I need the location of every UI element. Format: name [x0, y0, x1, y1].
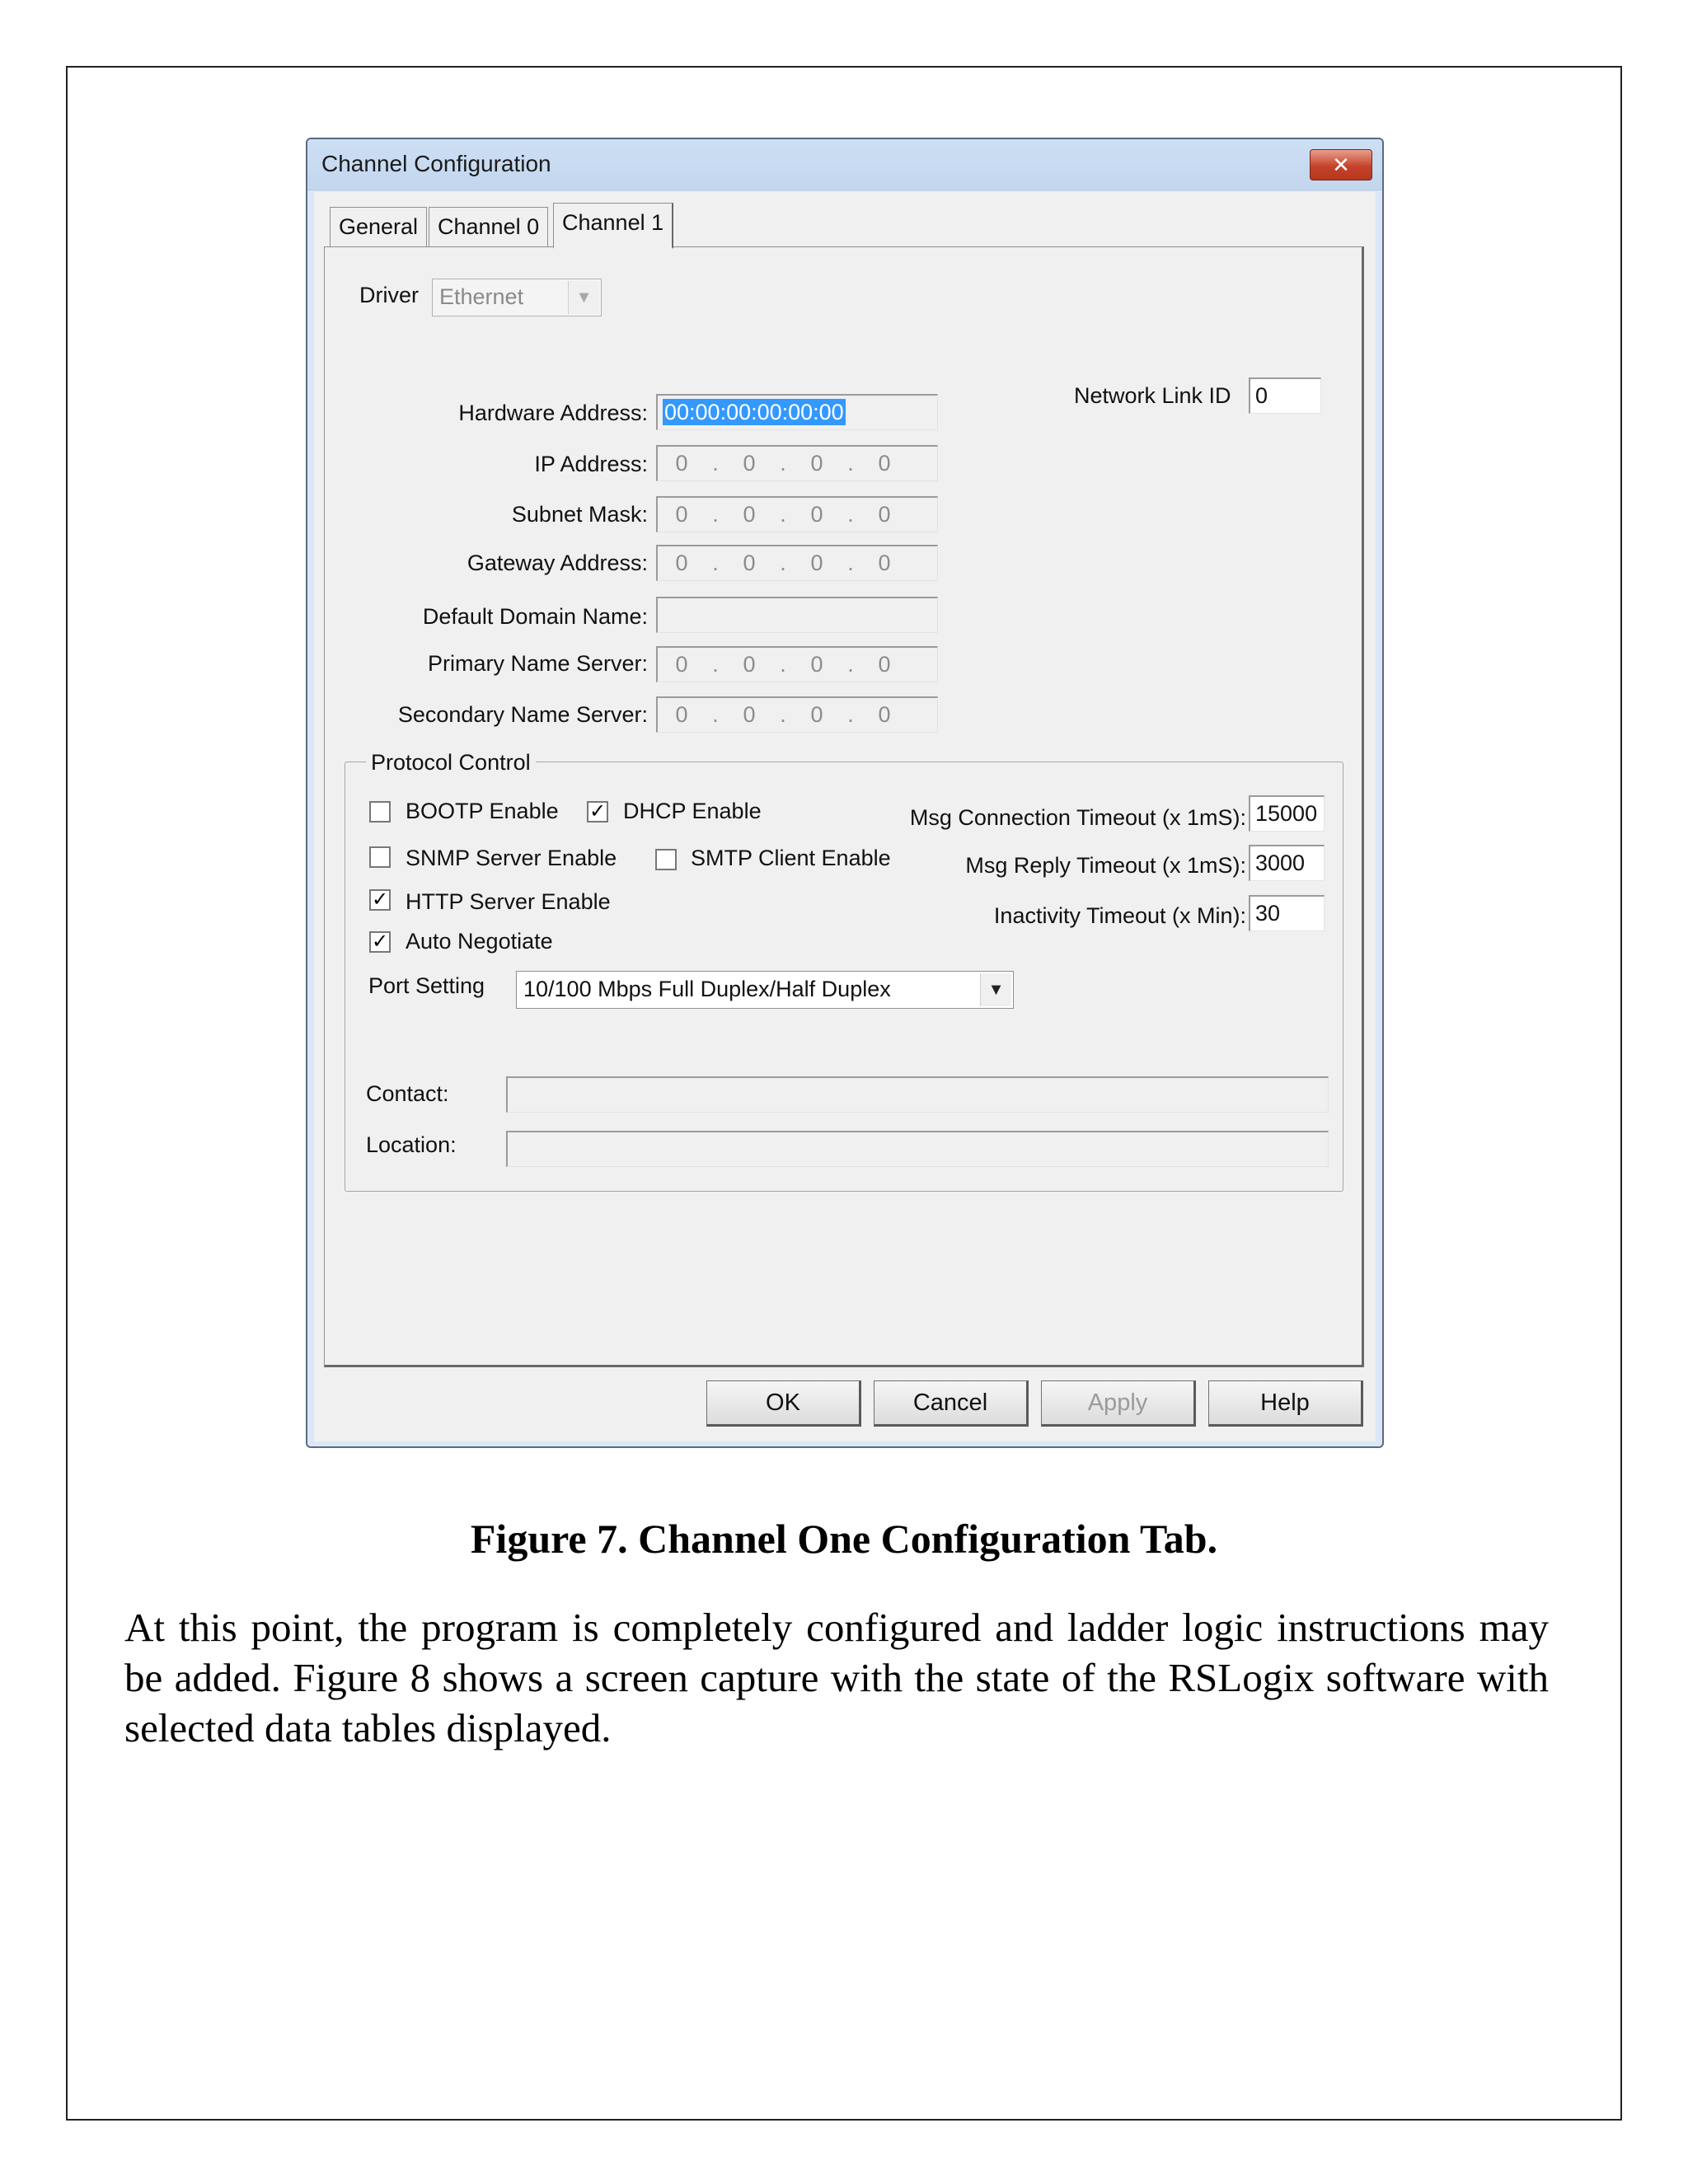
- checkmark-icon: ✓: [371, 888, 389, 911]
- ip-octet: 0: [878, 702, 891, 727]
- ip-dot: .: [847, 551, 854, 575]
- network-link-id-input[interactable]: [1249, 377, 1321, 414]
- snmp-server-enable-checkbox[interactable]: [369, 846, 391, 868]
- location-label: Location:: [366, 1132, 457, 1157]
- msg-reply-timeout-input[interactable]: [1249, 845, 1325, 881]
- ip-octet: 0: [675, 551, 688, 575]
- driver-value: Ethernet: [439, 284, 524, 309]
- figure-caption: Figure 7. Channel One Configuration Tab.: [470, 1516, 1218, 1562]
- secondary-name-server-field[interactable]: [656, 696, 938, 733]
- ip-octet: 0: [810, 451, 823, 476]
- ip-dot: .: [780, 451, 786, 476]
- checkmark-icon: ✓: [371, 930, 389, 953]
- smtp-client-enable-label: SMTP Client Enable: [691, 846, 891, 870]
- ip-dot: .: [847, 502, 854, 527]
- dhcp-enable-label: DHCP Enable: [623, 799, 762, 823]
- ip-octet: 0: [743, 652, 756, 677]
- secondary-name-server-label: Secondary Name Server:: [397, 702, 648, 727]
- close-button[interactable]: [1310, 149, 1372, 180]
- bootp-enable-label: BOOTP Enable: [406, 799, 559, 823]
- tab-channel-0-label: Channel 0: [438, 214, 540, 239]
- bootp-enable-checkbox[interactable]: [369, 801, 391, 823]
- dialog-title: Channel Configuration: [321, 151, 551, 176]
- ip-octet: 0: [878, 451, 891, 476]
- ip-dot: .: [847, 652, 854, 677]
- ok-button[interactable]: [706, 1380, 861, 1427]
- ip-dot: .: [712, 551, 719, 575]
- ip-octet: 0: [810, 702, 823, 727]
- ip-octet: 0: [743, 551, 756, 575]
- location-input[interactable]: [506, 1131, 1329, 1167]
- auto-negotiate-label: Auto Negotiate: [406, 929, 553, 954]
- title-bar: [307, 139, 1382, 190]
- msg-connection-timeout-input[interactable]: [1249, 795, 1325, 832]
- ip-octet: 0: [675, 502, 688, 527]
- ip-octet: 0: [878, 551, 891, 575]
- ip-dot: .: [712, 702, 719, 727]
- hardware-address-label: Hardware Address:: [458, 401, 648, 425]
- ip-octet: 0: [743, 702, 756, 727]
- inactivity-timeout-label: Inactivity Timeout (x Min):: [993, 903, 1246, 928]
- driver-select: [432, 279, 602, 316]
- gateway-address-field[interactable]: [656, 545, 938, 581]
- ip-octet: 0: [675, 702, 688, 727]
- chevron-down-icon[interactable]: ▼: [980, 973, 1011, 1006]
- contact-label: Contact:: [366, 1081, 449, 1106]
- dhcp-enable-checkbox[interactable]: [587, 801, 608, 823]
- ip-dot: .: [780, 702, 786, 727]
- apply-button[interactable]: [1041, 1380, 1196, 1427]
- ip-octet: 0: [743, 502, 756, 527]
- ip-dot: .: [712, 652, 719, 677]
- help-button[interactable]: [1208, 1380, 1363, 1427]
- primary-name-server-label: Primary Name Server:: [427, 651, 648, 676]
- gateway-address-label: Gateway Address:: [467, 551, 648, 575]
- tab-general-label: General: [339, 214, 419, 239]
- body-paragraph: At this point, the program is completely configured and ladder logic instructions may be added. Figure 8 shows a screen capture with the state of the RSLogix software with selected data tables displayed.: [124, 1605, 1549, 1750]
- smtp-client-enable-checkbox[interactable]: [655, 849, 677, 870]
- chevron-down-icon: ▼: [568, 281, 599, 314]
- inactivity-timeout-value: 30: [1255, 901, 1281, 926]
- subnet-mask-field[interactable]: [656, 496, 938, 532]
- subnet-mask-label: Subnet Mask:: [511, 502, 648, 527]
- ip-octet: 0: [878, 502, 891, 527]
- ip-dot: .: [847, 702, 854, 727]
- msg-reply-timeout-label: Msg Reply Timeout (x 1mS):: [965, 853, 1246, 878]
- msg-reply-timeout-value: 3000: [1255, 851, 1306, 875]
- port-setting-select[interactable]: [516, 971, 1014, 1009]
- ip-dot: .: [780, 551, 786, 575]
- ip-address-field[interactable]: [656, 445, 938, 481]
- checkmark-icon: ✓: [588, 800, 607, 823]
- http-server-enable-label: HTTP Server Enable: [406, 889, 611, 914]
- auto-negotiate-checkbox[interactable]: [369, 931, 391, 953]
- protocol-control-legend: Protocol Control: [366, 750, 536, 776]
- port-setting-value: 10/100 Mbps Full Duplex/Half Duplex: [523, 977, 891, 1001]
- ip-dot: .: [712, 502, 719, 527]
- msg-connection-timeout-value: 15000: [1255, 801, 1318, 826]
- primary-name-server-field[interactable]: [656, 646, 938, 682]
- tab-channel-0[interactable]: [429, 207, 548, 246]
- ip-dot: .: [780, 652, 786, 677]
- ip-octet: 0: [675, 652, 688, 677]
- snmp-server-enable-label: SNMP Server Enable: [406, 846, 617, 870]
- hardware-address-value: 00:00:00:00:00:00: [664, 400, 844, 424]
- tab-channel-1-label: Channel 1: [562, 210, 664, 235]
- network-link-id-label: Network Link ID: [1074, 383, 1231, 408]
- close-icon: ✕: [1332, 152, 1350, 177]
- contact-input[interactable]: [506, 1076, 1329, 1113]
- ip-octet: 0: [810, 652, 823, 677]
- cancel-button[interactable]: [874, 1380, 1029, 1427]
- default-domain-name-field[interactable]: [656, 597, 938, 633]
- ip-address-label: IP Address:: [534, 452, 648, 476]
- ip-octet: 0: [810, 551, 823, 575]
- cancel-button-label: Cancel: [912, 1389, 988, 1416]
- ip-octet: 0: [810, 502, 823, 527]
- ip-octet: 0: [743, 451, 756, 476]
- apply-button-label: Apply: [1087, 1389, 1148, 1416]
- ip-dot: .: [712, 451, 719, 476]
- http-server-enable-checkbox[interactable]: [369, 889, 391, 911]
- port-setting-label: Port Setting: [368, 973, 485, 998]
- tab-channel-1[interactable]: [553, 203, 673, 249]
- help-button-label: Help: [1260, 1389, 1310, 1416]
- tab-general[interactable]: [330, 207, 427, 246]
- inactivity-timeout-input[interactable]: [1249, 895, 1325, 931]
- network-link-id-value: 0: [1255, 383, 1268, 408]
- ip-dot: .: [847, 451, 854, 476]
- ip-octet: 0: [675, 451, 688, 476]
- msg-connection-timeout-label: Msg Connection Timeout (x 1mS):: [909, 805, 1246, 830]
- ok-button-label: OK: [766, 1389, 800, 1416]
- ip-octet: 0: [878, 652, 891, 677]
- driver-label: Driver: [359, 283, 419, 307]
- ip-dot: .: [780, 502, 786, 527]
- default-domain-name-label: Default Domain Name:: [422, 604, 648, 629]
- hardware-address-field[interactable]: [656, 394, 938, 430]
